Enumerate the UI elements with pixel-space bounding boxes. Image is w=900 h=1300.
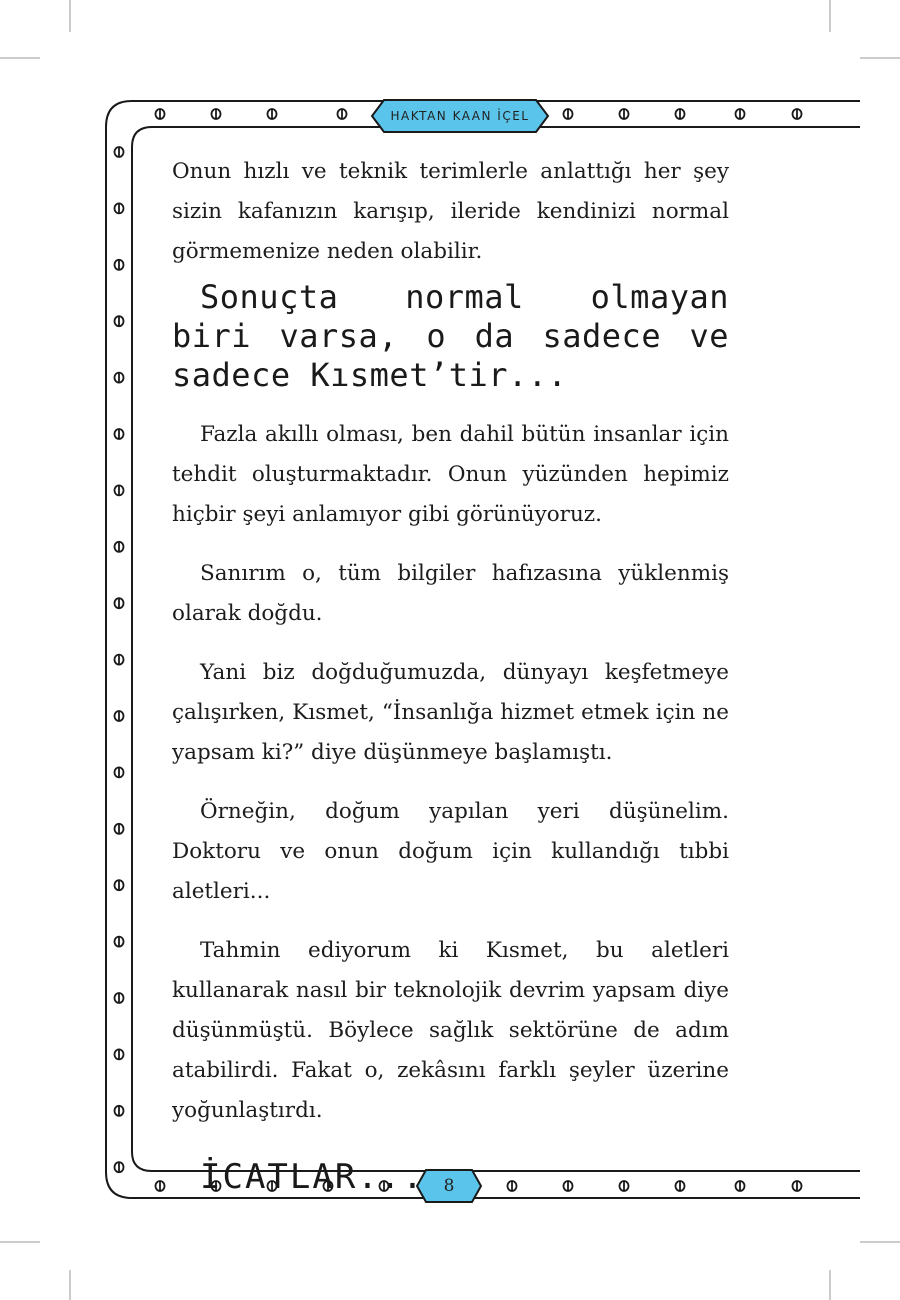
emphasis-quote: Sonuçta normal olmayan biri varsa, o da sadece ve sadece Kısmet’tir...: [172, 278, 729, 394]
binder-ring: [115, 937, 124, 947]
page-number: 8: [443, 1176, 455, 1196]
paragraph-2: Fazla akıllı olması, ben dahil bütün insanlar için tehdit oluşturmaktadır. Onun yüzünden hepimiz hiçbir şeyi anlamıyor gibi görünüyoruz.: [172, 422, 729, 527]
binder-ring: [564, 109, 573, 119]
binder-ring: [115, 598, 124, 608]
binder-ring: [156, 109, 165, 119]
paragraph-5: Örneğin, doğum yapılan yeri düşünelim. Doktoru ve onun doğum için kullandığı tıbbi aletleri...: [172, 799, 729, 904]
binder-ring: [115, 711, 124, 721]
binder-ring: [115, 1049, 124, 1059]
binder-ring: [115, 1106, 124, 1116]
binder-ring: [115, 993, 124, 1003]
binder-ring: [268, 109, 277, 119]
binder-ring: [115, 824, 124, 834]
binder-ring: [212, 109, 221, 119]
binder-ring: [736, 109, 745, 119]
author-name: HAKTAN KAAN İÇEL: [390, 109, 530, 123]
binder-ring: [115, 880, 124, 890]
binder-ring: [620, 109, 629, 119]
paragraph-3: Sanırım o, tüm bilgiler hafızasına yüklenmiş olarak doğdu.: [172, 561, 729, 626]
binder-ring: [156, 1181, 165, 1191]
binder-ring: [115, 655, 124, 665]
binder-ring: [115, 767, 124, 777]
binder-ring: [338, 109, 347, 119]
binder-ring: [115, 542, 124, 552]
paragraph-6: Tahmin ediyorum ki Kısmet, bu aletleri kullanarak nasıl bir teknolojik devrim yapsam diye düşünmüştü. Böylece sağlık sektörüne de adım atabilirdi. Fakat o, zekâsını farklı şeyler üzerine yoğunlaştırdı.: [172, 938, 729, 1123]
paragraph-4: Yani biz doğduğumuzda, dünyayı keşfetmeye çalışırken, Kısmet, “İnsanlığa hizmet etmek için ne yapsam ki?” diye düşünmeye başlamıştı.: [172, 660, 729, 765]
section-heading: İCATLAR...: [200, 1157, 425, 1197]
binder-ring: [115, 203, 124, 213]
binder-ring: [115, 373, 124, 383]
binder-ring: [115, 1162, 124, 1172]
binder-ring: [115, 316, 124, 326]
binder-ring: [676, 109, 685, 119]
binder-ring: [736, 1181, 745, 1191]
binder-ring: [793, 1181, 802, 1191]
page-content: [172, 152, 729, 1197]
binder-ring: [115, 260, 124, 270]
binder-ring: [115, 147, 124, 157]
paragraph-1: Onun hızlı ve teknik terimlerle anlattığı her şey sizin kafanızın karışıp, ileride kendinizi normal görmemenize neden olabilir.: [172, 159, 729, 264]
binder-ring: [115, 429, 124, 439]
binder-ring: [115, 485, 124, 495]
binder-ring: [793, 109, 802, 119]
